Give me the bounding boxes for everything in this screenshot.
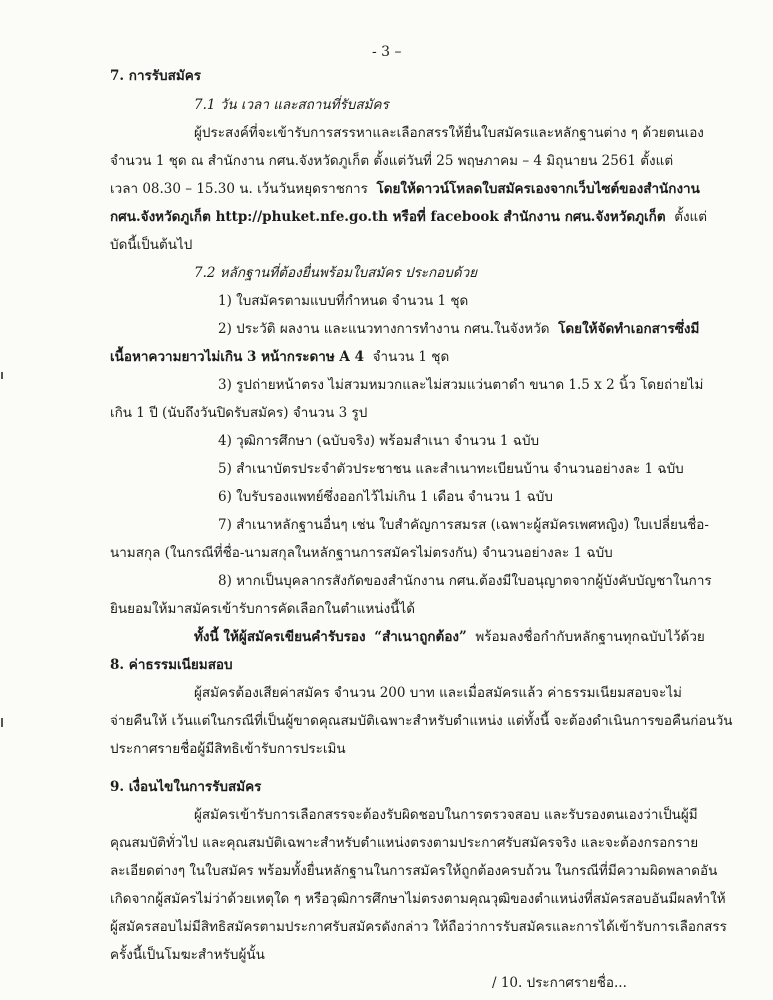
certified-true-copy: “สำเนาถูกต้อง” — [374, 629, 467, 645]
text-run: โดยให้จัดทำเอกสารซึ่งมี — [558, 321, 700, 337]
list-item: 1) ใบสมัครตามแบบที่กำหนด จำนวน 1 ชุด — [218, 293, 469, 309]
section-7-2-title: 7.2 หลักฐานที่ต้องยื่นพร้อมใบสมัคร ประกอบด้วย — [194, 265, 478, 281]
section-8-title: 8. ค่าธรรมเนียมสอบ — [110, 657, 233, 673]
paragraph-line: ผู้สมัครสอบไม่มีสิทธิสมัครตามประกาศรับสมัครดังกล่าว ให้ถือว่าการรับสมัครและการได้เข้ารับการเลือกสรร — [110, 919, 727, 935]
text-run: พร้อมลงชื่อกำกับหลักฐานทุกฉบับไว้ด้วย — [475, 629, 705, 645]
list-item: 3) รูปถ่ายหน้าตรง ไม่สวมหมวกและไม่สวมแว่นตาดำ ขนาด 1.5 x 2 นิ้ว โดยถ่ายไม่ — [218, 377, 704, 393]
list-item: 7) สำเนาหลักฐานอื่นๆ เช่น ใบสำคัญการสมรส (เฉพาะผู้สมัครเพศหญิง) ใบเปลี่ยนชื่อ- — [218, 517, 709, 533]
list-item: 4) วุฒิการศึกษา (ฉบับจริง) พร้อมสำเนา จำนวน 1 ฉบับ — [218, 433, 540, 449]
text-run: เนื้อหาความยาวไม่เกิน 3 หน้ากระดาษ A 4 — [110, 349, 364, 365]
paragraph-line: คุณสมบัติทั่วไป และคุณสมบัติเฉพาะสำหรับตำแหน่งตรงตามประกาศรับสมัครจริง และจะต้องกรอกราย — [110, 835, 699, 851]
paragraph-line: จ่ายคืนให้ เว้นแต่ในกรณีที่เป็นผู้ขาดคุณสมบัติเฉพาะสำหรับตำแหน่ง แต่ทั้งนี้ จะต้องดำเนินการขอคืนก่อนวัน — [110, 713, 733, 729]
section-7-1-title: 7.1 วัน เวลา และสถานที่รับสมัคร — [194, 97, 389, 113]
website-facebook-text: กศน.จังหวัดภูเก็ต http://phuket.nfe.go.th หรือที่ facebook สำนักงาน กศน.จังหวัดภูเก็ต — [110, 209, 666, 225]
paragraph-line — [110, 208, 707, 226]
list-item-continued: ยินยอมให้มาสมัครเข้ารับการคัดเลือกในตำแหน่งนี้ได้ — [110, 601, 416, 617]
list-item-continued — [110, 348, 449, 366]
paragraph-line: ครั้งนี้เป็นโมฆะสำหรับผู้นั้น — [110, 947, 265, 963]
text-run: ทั้งนี้ ให้ผู้สมัครเขียนคำรับรอง — [194, 629, 366, 645]
paragraph-line: ประกาศรายชื่อผู้มีสิทธิเข้ารับการประเมิน — [110, 741, 346, 757]
list-item: 5) สำเนาบัตรประจำตัวประชาชน และสำเนาทะเบียนบ้าน จำนวนอย่างละ 1 ฉบับ — [218, 461, 684, 477]
list-item: 8) หากเป็นบุคลากรสังกัดของสำนักงาน กศน.ต้องมีใบอนุญาตจากผู้บังคับบัญชาในการ — [218, 573, 712, 589]
text-run: เวลา 08.30 – 15.30 น. เว้นวันหยุดราชการ — [110, 181, 368, 197]
text-run: 2) ประวัติ ผลงาน และแนวทางการทำงาน กศน.ในจังหวัด — [218, 321, 550, 337]
list-item-continued: นามสกุล (ในกรณีที่ชื่อ-นามสกุลในหลักฐานการสมัครไม่ตรงกัน) จำนวนอย่างละ 1 ฉบับ — [110, 545, 613, 561]
download-instruction: โดยให้ดาวน์โหลดใบสมัครเองจากเว็บไซต์ของสำนักงาน — [376, 181, 700, 197]
paragraph-line — [110, 180, 700, 198]
continuation-note: / 10. ประกาศรายชื่อ... — [492, 975, 627, 991]
paragraph-line: ผู้สมัครเข้ารับการเลือกสรรจะต้องรับผิดชอบในการตรวจสอบ และรับรองตนเองว่าเป็นผู้มี — [194, 807, 698, 823]
section-7-title: 7. การรับสมัคร — [110, 68, 202, 84]
certification-note — [194, 628, 705, 646]
paragraph-line: ละเอียดต่างๆ ในใบสมัคร พร้อมทั้งยื่นหลักฐานในการสมัครให้ถูกต้องครบถ้วน ในกรณีที่มีความผิดพลาดอัน — [110, 863, 718, 879]
section-9-title: 9. เงื่อนไขในการรับสมัคร — [110, 779, 262, 795]
paragraph-line: ผู้สมัครต้องเสียค่าสมัคร จำนวน 200 บาท และเมื่อสมัครแล้ว ค่าธรรมเนียมสอบจะไม่ — [194, 685, 682, 701]
list-item — [218, 320, 699, 338]
paragraph-line: จำนวน 1 ชุด ณ สำนักงาน กศน.จังหวัดภูเก็ต ตั้งแต่วันที่ 25 พฤษภาคม – 4 มิถุนายน 2561 ตั้งแต่ — [110, 153, 674, 169]
paragraph-line: เกิดจากผู้สมัครไม่ว่าด้วยเหตุใด ๆ หรือวุฒิการศึกษาไม่ตรงตามคุณวุฒิของตำแหน่งที่สมัครสอบอันมีผลทำให้ — [110, 891, 726, 907]
paragraph-line: บัดนี้เป็นต้นไป — [110, 237, 193, 253]
page-number: - 3 – — [372, 44, 402, 60]
scan-mark — [1, 718, 3, 727]
list-item: 6) ใบรับรองแพทย์ซึ่งออกไว้ไม่เกิน 1 เดือน จำนวน 1 ฉบับ — [218, 489, 553, 505]
text-run: ตั้งแต่ — [674, 209, 708, 225]
list-item-continued: เกิน 1 ปี (นับถึงวันปิดรับสมัคร) จำนวน 3 รูป — [110, 405, 368, 421]
paragraph-line: ผู้ประสงค์ที่จะเข้ารับการสรรหาและเลือกสรรให้ยื่นใบสมัครและหลักฐานต่าง ๆ ด้วยตนเอง — [194, 125, 704, 141]
scan-mark — [1, 372, 3, 379]
text-run: จำนวน 1 ชุด — [372, 349, 450, 365]
